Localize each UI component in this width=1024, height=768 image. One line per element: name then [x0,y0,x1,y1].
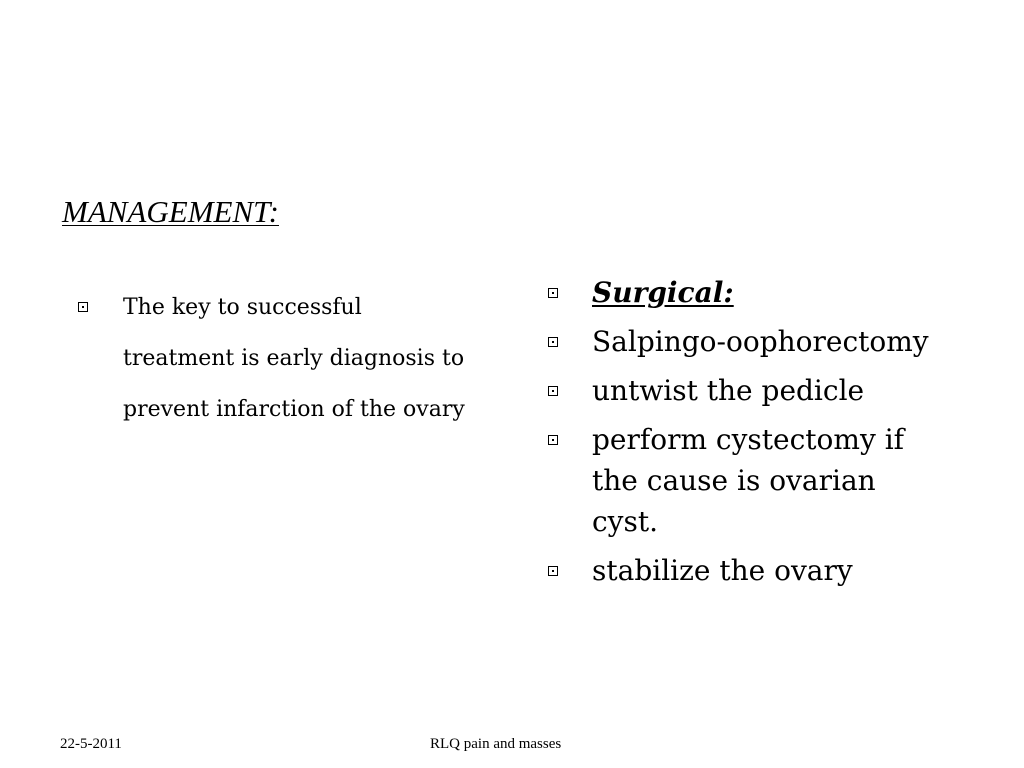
square-bullet-icon [548,288,558,298]
surgical-heading: Surgical: [592,276,734,309]
list-item [548,321,948,362]
square-bullet-icon [548,566,558,576]
footer-title: RLQ pain and masses [430,736,562,752]
list-item [548,370,948,411]
list-item-text: perform cystectomy if the cause is ovarian cyst. [592,423,905,538]
square-bullet-icon [548,386,558,396]
square-bullet-icon [548,435,558,445]
right-bullet-list [548,272,948,591]
list-item [78,282,478,435]
list-item-text: stabilize the ovary [592,554,853,587]
list-item [548,419,948,542]
right-column [548,272,948,599]
left-bullet-list [78,282,478,435]
footer-date: 22-5-2011 [60,736,122,752]
list-item [548,550,948,591]
list-item-surgical [548,272,948,313]
square-bullet-icon [78,302,88,312]
slide-title: MANAGEMENT: [62,194,279,229]
list-item-text: untwist the pedicle [592,374,865,407]
left-column [78,282,478,435]
list-item-text: The key to successful treatment is early diagnosis to prevent infarction of the ovary [123,295,465,422]
square-bullet-icon [548,337,558,347]
list-item-text: Salpingo-oophorectomy [592,325,929,358]
